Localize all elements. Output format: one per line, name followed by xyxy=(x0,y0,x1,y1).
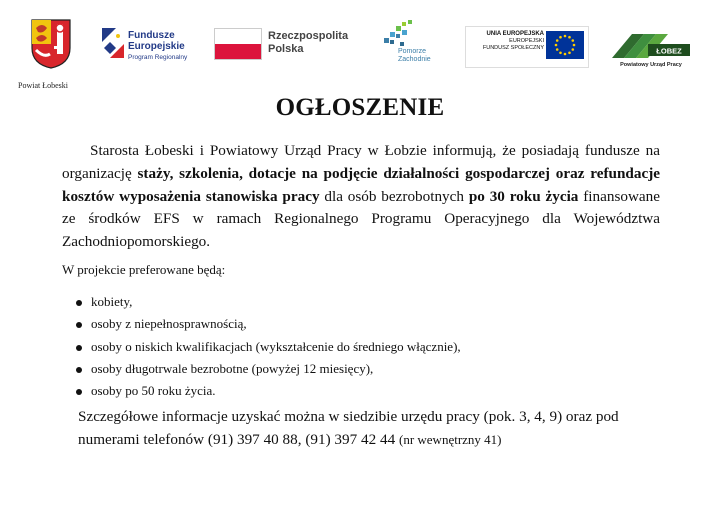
polish-flag-icon xyxy=(214,28,262,60)
intro-paragraph xyxy=(62,140,660,254)
lobez-caption: Powiatowy Urząd Pracy xyxy=(620,62,682,68)
preferred-list xyxy=(74,291,461,402)
bullet-icon xyxy=(76,300,82,306)
ue-line2: EUROPEJSKI xyxy=(509,38,544,44)
unia-europejska-efs-logo xyxy=(465,26,589,68)
fe-line1: Fundusze xyxy=(128,30,175,41)
rzeczpospolita-polska-logo xyxy=(214,28,349,62)
list-item: kobiety, xyxy=(74,291,461,313)
intro-text-3: finansowane ze środków EFS w ramach Regionalnego Programu Operacyjnego dla Województwa Zachodniopomorskiego. xyxy=(62,187,660,251)
powiat-crest-logo xyxy=(30,18,72,70)
pz-line1: Pomorze xyxy=(398,48,427,55)
ue-line3: FUNDUSZ SPOŁECZNY xyxy=(482,45,544,51)
rp-line2: Polska xyxy=(268,43,304,55)
bullet-icon xyxy=(76,389,82,395)
list-item: osoby z niepełnosprawnością, xyxy=(74,313,461,335)
fe-star-icon xyxy=(102,28,124,58)
intro-text-2: dla osób bezrobotnych xyxy=(319,187,469,205)
intro-bold-1: staży, szkolenia, dotacje na podjęcie działalności gospodarczej oraz refundacje kosztów wyposażenia stanowiska pracy xyxy=(62,164,660,205)
bullet-icon xyxy=(76,345,82,351)
eu-flag-icon xyxy=(546,31,584,59)
pz-line2: Zachodnie xyxy=(398,56,431,63)
notice-title: OGŁOSZENIE xyxy=(275,94,445,121)
pomorze-zachodnie-logo xyxy=(378,18,442,68)
fe-line2: Europejskie xyxy=(128,41,185,52)
bullet-icon xyxy=(76,367,82,373)
fundusze-europejskie-logo xyxy=(102,24,194,66)
preferred-intro: W projekcie preferowane będą: xyxy=(62,262,226,277)
list-item: osoby długotrwale bezrobotne (powyżej 12 miesięcy), xyxy=(74,358,461,380)
fe-line3: Program Regionalny xyxy=(128,54,188,61)
bullet-icon xyxy=(76,322,82,328)
contact-paragraph xyxy=(78,406,678,451)
pomorze-squares-icon xyxy=(378,18,442,50)
intro-bold-2: po 30 roku życia xyxy=(468,187,579,205)
list-item: osoby po 50 roku życia. xyxy=(74,380,461,402)
lobez-badge-text: ŁOBEZ xyxy=(656,46,682,56)
ue-line1: UNIA EUROPEJSKA xyxy=(486,31,544,37)
rp-line1: Rzeczpospolita xyxy=(268,30,349,42)
contact-text: Szczegółowe informacje uzyskać można w siedzibie urzędu pracy (pok. 3, 4, 9) oraz pod numerami telefonów (91) 397 40 88, (91) 397 42 44 xyxy=(78,408,619,448)
list-item: osoby o niskich kwalifikacjach (wykształcenie do średniego włącznie), xyxy=(74,336,461,358)
extension-note: (nr wewnętrzny 41) xyxy=(398,431,502,447)
intro-text-1: Starosta Łobeski i Powiatowy Urząd Pracy w Łobzie informują, że posiadają fundusze na organizację xyxy=(62,142,660,182)
pup-lobez-logo xyxy=(610,26,692,68)
powiat-caption: Powiat Łobeski xyxy=(18,81,68,90)
